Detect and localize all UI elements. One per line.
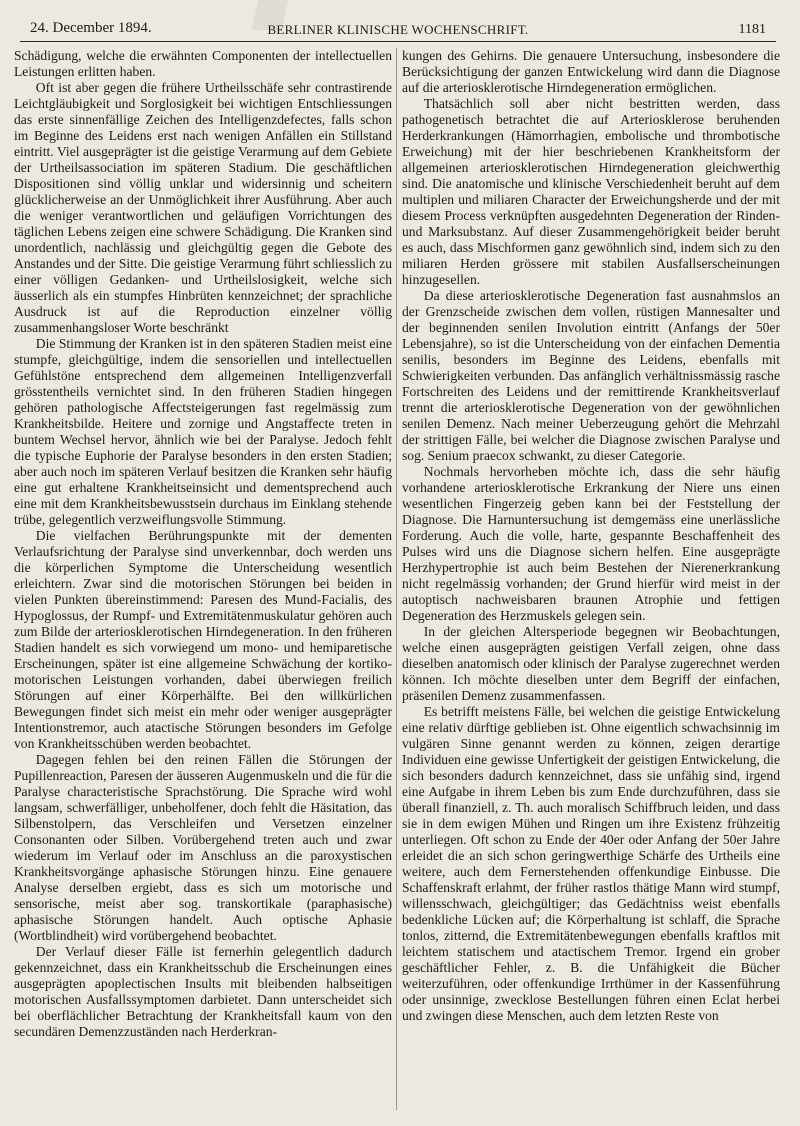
running-header [22, 20, 774, 42]
paragraph: Dagegen fehlen bei den reinen Fällen die Störungen der Pupillenreaction, Paresen der äusseren Augenmuskeln und die für die Paralyse characteristische Sprachstörung. Die Sprache wird wohl langsam, schwerfälliger, unbeholfener, doch fehlt die Häsitation, das Silbenstolpern, das Verschleifen und Versetzen einzelner Consonanten oder Silben. Vorübergehend treten auch und zwar wiederum im Verlauf oder im Anschluss an die paroxystischen Krankheitsvorgänge aphasische Störungen hinzu. Eine genauere Analyse derselben ergiebt, dass es sich um motorische und sensorische, meist aber sog. transkortikale (paraphasische) aphasische Störungen handelt. Auch optische Aphasie (Wortblindheit) wird vorübergehend beobachtet. [14, 752, 392, 943]
page-number: 1181 [738, 22, 766, 37]
paragraph: Die vielfachen Berührungspunkte mit der dementen Verlaufsrichtung der Paralyse sind unverkennbar, doch werden uns die körperlichen Symptome die Unterscheidung wesentlich erleichtern. Zwar sind die motorischen Störungen bei beiden in vielen Punkten übereinstimmend: Paresen des Mund-Facialis, des Hypoglossus, der Rumpf- und Extremitätenmuskulatur gehören auch zum Bilde der arteriosklerotischen Hirndegeneration. In den früheren Stadien handelt es sich vorwiegend um mono- und hemiparetische Erscheinungen, später ist eine allgemeine Schwächung der kortiko-motorischen Leistungen vorhanden, dabei überwiegen freilich Störungen auf einer Körperhälfte. Bei den willkürlichen Bewegungen findet sich meist ein mehr oder weniger ausgeprägter Intentionstremor, auch atactische Störungen besonders im Gefolge von Krankheitsschüben werden beobachtet. [14, 528, 392, 751]
paragraph: Es betrifft meistens Fälle, bei welchen die geistige Entwickelung eine relativ dürftige geblieben ist. Ohne eigentlich schwachsinnig im vulgären Sinne genannt werden zu können, zeigen derartige Individuen eine gewisse Unfertigkeit der geistigen Entwickelung, die sich besonders dadurch kennzeichnet, dass sie unfähig sind, irgend eine Aufgabe in ihrem Leben bis zum Ende durchzuführen, dass sie überall finanziell, z. Th. auch moralisch Schiffbruch leiden, und dass sie in dem ewigen Mühen und Ringen um ihre Existenz frühzeitig unterliegen. Oft schon zu Ende der 40er oder Anfang der 50er Jahre erleidet die an sich schon geringwerthige Schärfe des Urtheils eine weitere, auch dem Fernerstehenden offenkundige Einbusse. Die Schaffenskraft erlahmt, der früher rastlos thätige Mann wird stumpf, willensschwach, gleichgültiger; das Gedächtniss weist ebenfalls bedenkliche Lücken auf; die Körperhaltung ist schlaff, die Sprache tonlos, zitternd, die Extremitätenbewegungen ebenfalls kraftlos mit leichtem statischem und atactischem Tremor. Irgend ein grober geschäftlicher Fehler, z. B. die Unfähigkeit die Bücher weiterzuführen, oder offenkundige Irrthümer in der Kassenführung oder unsinnige, zwecklose Bestellungen führen einen Eclat herbei und zwingen diese Menschen, auch dem letzten Reste von [402, 704, 780, 1023]
header-rule [20, 41, 776, 42]
paragraph: Schädigung, welche die erwähnten Componenten der intellectuellen Leistungen erlitten haben. [14, 48, 392, 79]
journal-title: BERLINER KLINISCHE WOCHENSCHRIFT. [267, 22, 529, 37]
header-date: 24. December 1894. [30, 20, 152, 36]
paragraph: Die Stimmung der Kranken ist in den späteren Stadien meist eine stumpfe, gleichgültige, indem die sensoriellen und intellectuellen Gefühlstöne entsprechend dem allgemeinen Intelligenzverfall grösstentheils vernichtet sind. In den früheren Stadien hingegen gehören pathologische Affectsteigerungen fast regelmässig zum Krankheitsbilde. Heitere und zornige und Angstaffecte treten in buntem Wechsel hervor, ähnlich wie bei der Paralyse. Jedoch fehlt die typische Euphorie der Paralyse besonders in den ersten Stadien; aber auch noch im späteren Verlauf besitzen die Kranken sehr häufig eine gut erhaltene Krankheitseinsicht und dementsprechend auch eine mit dem Krankheitsbewusstsein durchaus im Einklang stehende trübe, gelegentlich verzweiflungsvolle Stimmung. [14, 336, 392, 527]
paragraph: kungen des Gehirns. Die genauere Untersuchung, insbesondere die Berücksichtigung der ganzen Entwickelung wird dann die Diagnose auf die arteriosklerotische Hirndegeneration ermöglichen. [402, 48, 780, 95]
paragraph: In der gleichen Altersperiode begegnen wir Beobachtungen, welche einen ausgeprägten geistigen Verfall zeigen, ohne dass dieselben anatomisch oder klinisch der Paralyse zugerechnet werden können. Ich möchte dieselben unter dem Begriff der einfachen, präsenilen Demenz zusammenfassen. [402, 624, 780, 703]
paragraph: Oft ist aber gegen die frühere Urtheilsschäfe sehr contrastirende Leichtgläubigkeit und Sorglosigkeit bei wichtigen Entschliessungen das erste sinnenfällige Zeichen des Intelligenzdefectes, falls schon im Beginne des Leidens erst nach wenigen Anfällen ein Stillstand eintritt. Viel ausgeprägter ist die geistige Verarmung auf dem Gebiete der Urtheilsassociation im späteren Stadium. Die geschäftlichen Dispositionen sind völlig unklar und widersinnig und scheitern glücklicherweise an der Unmöglichkeit ihrer Ausführung. Aber auch die weniger verantwortlichen und geläufigen Vorrichtungen des täglichen Lebens zeigen eine schwere Schädigung. Die Kranken sind unordentlich, nachlässig und gleichgültig gegen die Gebote des Anstandes und der Sitte. Die geistige Verarmung führt schliesslich zu einer völligen Gedanken- und Urtheilslosigkeit, welche sich äusserlich als ein stumpfes Hinbrüten kennzeichnet; der sprachliche Ausdruck ist auf die Reproduction einzelner völlig zusammenhangsloser Worte beschränkt [14, 80, 392, 335]
left-column [14, 48, 392, 1040]
paragraph: Der Verlauf dieser Fälle ist fernerhin gelegentlich dadurch gekennzeichnet, dass ein Krankheitsschub die Erscheinungen eines ausgeprägten apoplectischen Insults mit bleibenden halbseitigen motorischen Ausfallssymptomen darbietet. Dann unterscheidet sich bei oberflächlicher Betrachtung der Krankheitsfall kaum von den secundären Demenzzuständen nach Herderkran- [14, 944, 392, 1039]
paragraph: Nochmals hervorheben möchte ich, dass die sehr häufig vorhandene arteriosklerotische Erkrankung der Niere uns einen wesentlichen Fingerzeig geben kann bei der Feststellung der Diagnose. Die Harnuntersuchung ist demgemäss eine unerlässliche Forderung. Auch die volle, harte, gespannte Beschaffenheit des Pulses wird uns die Diagnose sichern helfen. Eine ausgeprägte Herzhypertrophie ist auch beim Bestehen der Nierenerkrankung nicht regelmässig vorhanden; der Grund hierfür wird meist in der autoptisch nachweisbaren braunen Atrophie und fettigen Degeneration des Herzmuskels gelegen sein. [402, 464, 780, 623]
paragraph: Thatsächlich soll aber nicht bestritten werden, dass pathogenetisch betrachtet die auf Arteriosklerose beruhenden Herderkrankungen (Hämorrhagien, embolische und thrombotische Erweichung) mit der hier beschriebenen Krankheitsform der allgemeinen arteriosklerotischen Hirndegeneration gleichwerthig sind. Die anatomische und klinische Verschiedenheit beruht auf dem multiplen und miliaren Character der Erweichungsherde und der mit diesem Process verknüpften ausgedehnten Degeneration der Rinden- und Marksubstanz. Auf dieser Zusammengehörigkeit beider beruht es auch, dass Mischformen ganz gewöhnlich sind, indem sich zu den miliaren Herden grössere mit stabilen Ausfallserscheinungen hinzugesellen. [402, 96, 780, 287]
right-column [402, 48, 780, 1024]
column-separator [396, 48, 397, 1110]
paragraph: Da diese arteriosklerotische Degeneration fast ausnahmslos an der Grenzscheide zwischen dem vollen, rüstigen Mannesalter und der beginnenden senilen Involution eintritt (Anfangs der 50er Lebensjahre), so ist die Unterscheidung von der einfachen Dementia senilis, besonders im Beginne des Leidens, ebenfalls mit Schwierigkeiten verbunden. Das anfänglich verhältnissmässig rasche Fortschreiten des Leidens und der remittirende Krankheitsverlauf trennt die arteriosklerotische Degeneration von der gewöhnlichen senilen Demenz. Nach meiner Ueberzeugung gehört die Mehrzahl der strittigen Fälle, bei welcher die Diagnose zwischen Paralyse und sog. Senium praecox schwankt, zu dieser Categorie. [402, 288, 780, 463]
